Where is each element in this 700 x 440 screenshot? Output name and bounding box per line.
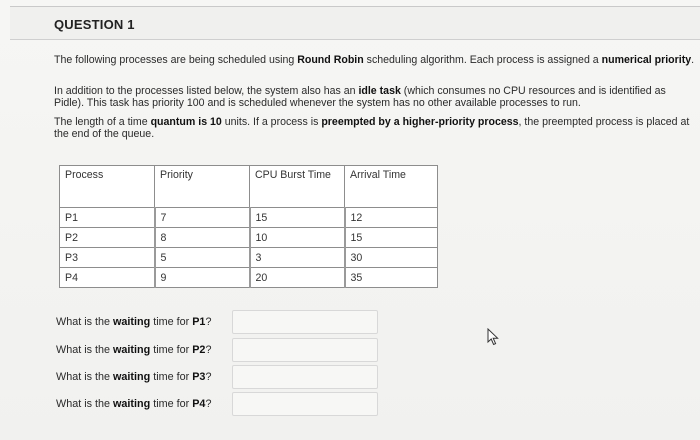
- q-text: time for: [150, 398, 193, 410]
- cell-arrival: 15: [345, 228, 438, 248]
- cell-process: P4: [60, 268, 155, 288]
- q-bold: waiting: [113, 344, 151, 356]
- q-bold: P2: [192, 344, 206, 356]
- table-row: [60, 268, 438, 288]
- q-text: ?: [205, 398, 212, 410]
- answer-input-p2[interactable]: [232, 338, 378, 362]
- cell-process: P3: [60, 248, 155, 268]
- question-p3: [56, 371, 211, 383]
- q-text: time for: [150, 316, 193, 328]
- mouse-pointer-icon: [485, 328, 501, 346]
- q-text: ?: [205, 371, 212, 383]
- q-text: What is the: [56, 371, 114, 383]
- table-row: [60, 208, 438, 228]
- quantum-bold: quantum is 10: [150, 116, 222, 128]
- cell-priority: 5: [155, 248, 250, 268]
- q-bold: waiting: [113, 398, 151, 410]
- cell-process: P1: [60, 208, 155, 228]
- answer-input-p3[interactable]: [232, 365, 378, 389]
- question-title: QUESTION 1: [54, 17, 135, 32]
- cell-arrival: 35: [345, 268, 438, 288]
- table-header-row: [60, 166, 438, 208]
- cell-arrival: 12: [345, 208, 438, 228]
- process-table: [59, 165, 438, 288]
- header-process: Process: [60, 166, 155, 208]
- header-cpu-burst: CPU Burst Time: [250, 166, 345, 208]
- idle-task-paragraph: [54, 85, 698, 110]
- table-row: [60, 228, 438, 248]
- q-text: What is the: [56, 316, 114, 328]
- q-bold: P1: [192, 316, 206, 328]
- cell-burst: 3: [250, 248, 345, 268]
- intro-text-3: .: [691, 54, 695, 66]
- quantum-paragraph: [54, 116, 698, 141]
- question-p4: [56, 398, 211, 410]
- table-row: [60, 248, 438, 268]
- q-bold: P4: [192, 398, 206, 410]
- quantum-text-3: , the preempted process is placed at the end of the queue.: [54, 116, 690, 141]
- q-text: ?: [205, 316, 212, 328]
- cell-priority: 8: [155, 228, 250, 248]
- answer-input-p4[interactable]: [232, 392, 378, 416]
- cell-priority: 9: [155, 268, 250, 288]
- idle-bold: idle task: [358, 85, 401, 97]
- cell-process: P2: [60, 228, 155, 248]
- q-text: What is the: [56, 344, 114, 356]
- q-text: time for: [150, 344, 193, 356]
- answer-input-p1[interactable]: [232, 310, 378, 334]
- intro-text-2: scheduling algorithm. Each process is assigned a: [363, 54, 602, 66]
- cell-priority: 7: [155, 208, 250, 228]
- header-priority: Priority: [155, 166, 250, 208]
- q-bold: waiting: [113, 371, 151, 383]
- cell-burst: 20: [250, 268, 345, 288]
- q-text: ?: [205, 344, 212, 356]
- question-p1: [56, 316, 211, 328]
- intro-bold-priority: numerical priority: [601, 54, 692, 66]
- intro-bold-round-robin: Round Robin: [297, 54, 364, 66]
- intro-text-1: The following processes are being scheduled using: [54, 54, 298, 66]
- idle-text-1: In addition to the processes listed below, the system also has an: [54, 85, 359, 97]
- intro-paragraph: [54, 54, 698, 66]
- cell-burst: 15: [250, 208, 345, 228]
- header-arrival: Arrival Time: [345, 166, 438, 208]
- q-text: What is the: [56, 398, 114, 410]
- cell-burst: 10: [250, 228, 345, 248]
- question-p2: [56, 344, 211, 356]
- quantum-text-1: The length of a time: [54, 116, 151, 128]
- q-bold: waiting: [113, 316, 151, 328]
- q-text: time for: [150, 371, 193, 383]
- idle-text-2: (which consumes no CPU resources and is identified as Pidle). This task has priority 100 and is scheduled whenever the system has no other available processes to run.: [54, 85, 666, 110]
- q-bold: P3: [192, 371, 206, 383]
- preempt-bold: preempted by a higher-priority process: [321, 116, 519, 128]
- quantum-text-2: units. If a process is: [221, 116, 322, 128]
- cell-arrival: 30: [345, 248, 438, 268]
